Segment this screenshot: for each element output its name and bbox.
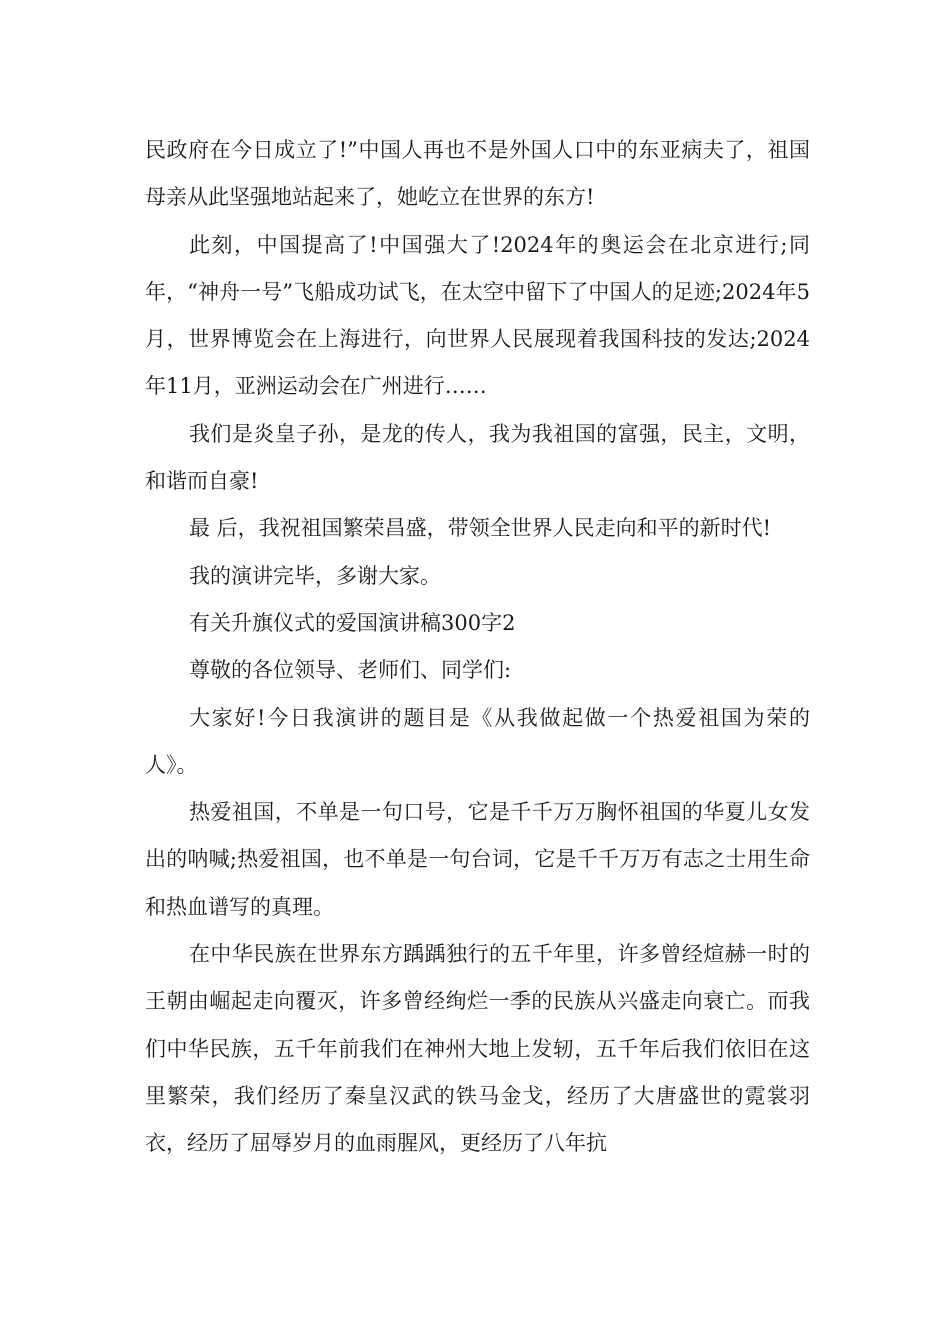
section-title: 有关升旗仪式的爱国演讲稿300字2 (189, 610, 516, 635)
paragraph-2: 此刻，中国提高了!中国强大了!2024年的奥运会在北京进行;同年，“神舟一号”飞船成功试飞，在太空中留下了中国人的足迹;2024年5月，世界博览会在上海进行，向世界人民展现着我国科技的发达;2024年11月，亚洲运动会在广州进行…… (145, 232, 810, 399)
paragraph-9: 热爱祖国，不单是一句口号，它是千千万万胸怀祖国的华夏儿女发出的呐喊;热爱祖国，也不单是一句台词，它是千千万万有志之士用生命和热血谱写的真理。 (145, 800, 810, 919)
paragraph-5: 我的演讲完毕，多谢大家。 (189, 563, 441, 588)
paragraph-3: 我们是炎皇子孙，是龙的传人，我为我祖国的富强，民主，文明，和谐而自豪! (145, 421, 810, 494)
paragraph-1: 民政府在今日成立了!”中国人再也不是外国人口中的东亚病夫了，祖国母亲从此坚强地站起来了，她屹立在世界的东方! (145, 138, 810, 210)
paragraph-4: 最 后，我祝祖国繁荣昌盛，带领全世界人民走向和平的新时代! (189, 516, 772, 541)
paragraph-8: 大家好!今日我演讲的题目是《从我做起做一个热爱祖国为荣的人》。 (145, 705, 810, 777)
paragraph-10: 在中华民族在世界东方踽踽独行的五千年里，许多曾经煊赫一时的王朝由崛起走向覆灭，许多曾经绚烂一季的民族从兴盛走向衰亡。而我们中华民族，五千年前我们在神州大地上发轫，五千年后我们依旧在这里繁荣，我们经历了秦皇汉武的铁马金戈，经历了大唐盛世的霓裳羽衣，经历了屈辱岁月的血雨腥风，更经历了八年抗 (145, 942, 810, 1156)
salutation: 尊敬的各位领导、老师们、同学们: (189, 658, 512, 683)
document-body (145, 127, 810, 1168)
